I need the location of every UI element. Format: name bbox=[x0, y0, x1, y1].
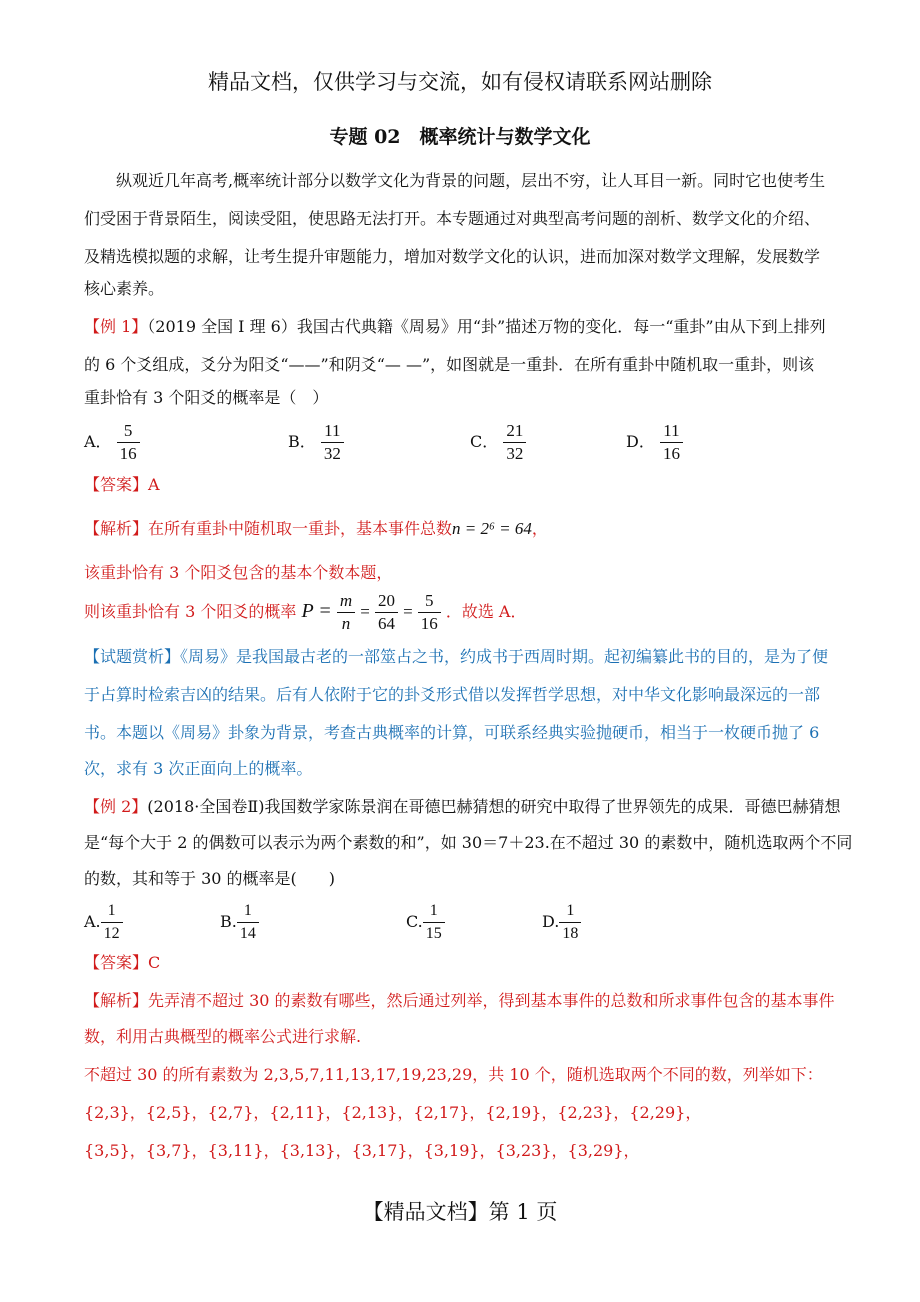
ex2-line-2: 是“每个大于 2 的偶数可以表示为两个素数的和”，如 30＝7＋23.在不超过 30 的素数中，随机选取两个不同 bbox=[84, 833, 853, 852]
ex1-appreciation-1: 【试题赏析】《周易》是我国最古老的一部筮占之书，约成书于西周时期。起初编纂此书的目的，是为了便 bbox=[84, 647, 829, 666]
option-label: D. bbox=[542, 912, 560, 931]
answer-value: C bbox=[148, 953, 161, 972]
ex2-analysis-5: {3,5}，{3,7}，{3,11}，{3,13}，{3,17}，{3,19}，{3,23}，{3,29}， bbox=[84, 1141, 640, 1160]
probability-formula: P = $\frac{m}{n}$ = $\frac{20}{64}$ = $\frac{5}{16}$ bbox=[301, 602, 445, 621]
option-label: C. bbox=[406, 912, 423, 931]
ex1-answer bbox=[84, 468, 160, 502]
option-label: A． bbox=[84, 432, 112, 451]
answer-tag: 【答案】 bbox=[84, 953, 149, 972]
ex1-option-a bbox=[84, 420, 140, 465]
option-label: C． bbox=[470, 432, 499, 451]
analysis-text: 在所有重卦中随机取一重卦，基本事件总数 bbox=[148, 519, 453, 538]
option-fraction: $\frac{1}{18}$ bbox=[559, 900, 581, 945]
ex2-option-c bbox=[406, 900, 445, 945]
analysis-text: 先弄清不超过 30 的素数有哪些，然后通过列举，得到基本事件的总数和所求事件包含的基本事件 bbox=[148, 991, 835, 1010]
ex2-text-1: (2018·全国卷Ⅱ)我国数学家陈景润在哥德巴赫猜想的研究中取得了世界领先的成果．哥德巴赫猜想 bbox=[147, 797, 841, 816]
option-fraction: $\frac{21}{32}$ bbox=[503, 420, 526, 465]
intro-line-2: 们受困于背景陌生，阅读受阻，使思路无法打开。本专题通过对典型高考问题的剖析、数学文化的介绍、 bbox=[84, 209, 821, 228]
option-fraction: $\frac{1}{12}$ bbox=[101, 900, 123, 945]
ex1-line-3: 重卦恰有 3 个阳爻的概率是（ ） bbox=[84, 388, 329, 407]
ex2-option-b bbox=[220, 900, 259, 945]
analysis-tag: 【解析】 bbox=[84, 519, 149, 538]
ex2-option-d bbox=[542, 900, 581, 945]
ex1-option-d bbox=[626, 420, 683, 465]
ex2-analysis-4: {2,3}，{2,5}，{2,7}，{2,11}，{2,13}，{2,17}，{2,19}，{2,23}，{2,29}， bbox=[84, 1103, 702, 1122]
formula-total: n = 2⁶ = 64 bbox=[452, 519, 532, 538]
ex1-tag: 【例 1】 bbox=[84, 317, 148, 336]
ex1-analysis-2: 该重卦恰有 3 个阳爻包含的基本个数本题， bbox=[84, 563, 393, 582]
option-label: B. bbox=[220, 912, 237, 931]
intro-line-3: 及精选模拟题的求解，让考生提升审题能力，增加对数学文化的认识，进而加深对数学文理解，发展数学 bbox=[84, 247, 821, 266]
page-footer: 【精品文档】第 1 页 bbox=[362, 1200, 558, 1224]
ex2-analysis-3: 不超过 30 的所有素数为 2,3,5,7,11,13,17,19,23,29，共 10 个，随机选取两个不同的数，列举如下： bbox=[84, 1065, 823, 1084]
ex1-appreciation-2: 于占算时检索吉凶的结果。后有人依附于它的卦爻形式借以发挥哲学思想，对中华文化影响最深远的一部 bbox=[84, 685, 821, 704]
ex1-text-1: （2019 全国 I 理 6）我国古代典籍《周易》用“卦”描述万物的变化．每一“重卦”由从下到上排列 bbox=[147, 317, 826, 336]
ex2-analysis-2: 数，利用古典概型的概率公式进行求解. bbox=[84, 1027, 362, 1046]
ex1-line-2: 的 6 个爻组成，爻分为阳爻“——”和阴爻“— —”，如图就是一重卦．在所有重卦中随机取一重卦，则该 bbox=[84, 355, 815, 374]
ex1-line-1 bbox=[84, 310, 826, 344]
ex2-option-a bbox=[84, 900, 123, 945]
answer-value: A bbox=[148, 475, 160, 494]
ex1-appreciation-4: 次，求有 3 次正面向上的概率。 bbox=[84, 759, 313, 778]
ex2-tag: 【例 2】 bbox=[84, 797, 148, 816]
page-title: 专题 02 概率统计与数学文化 bbox=[329, 126, 591, 148]
answer-tag: 【答案】 bbox=[84, 475, 149, 494]
ex1-analysis-1: 【解析】在所有重卦中随机取一重卦，基本事件总数n = 2⁶ = 64， bbox=[84, 519, 548, 538]
ex2-answer bbox=[84, 946, 160, 980]
option-fraction: $\frac{11}{32}$ bbox=[321, 420, 344, 465]
analysis-text: 则该重卦恰有 3 个阳爻的概率 bbox=[84, 602, 297, 621]
intro-line-1: 纵观近几年高考,概率统计部分以数学文化为背景的问题，层出不穷，让人耳目一新。同时它也使考生 bbox=[116, 171, 826, 190]
ex1-option-c bbox=[470, 420, 526, 465]
page-header: 精品文档，仅供学习与交流，如有侵权请联系网站删除 bbox=[208, 70, 712, 94]
ex2-line-3: 的数，其和等于 30 的概率是( ) bbox=[84, 869, 336, 888]
option-fraction: $\frac{1}{14}$ bbox=[237, 900, 259, 945]
option-fraction: $\frac{5}{16}$ bbox=[117, 420, 140, 465]
ex1-appreciation-3: 书。本题以《周易》卦象为背景，考查古典概率的计算，可联系经典实验抛硬币，相当于一枚硬币抛了 6 bbox=[84, 723, 820, 742]
option-fraction: $\frac{11}{16}$ bbox=[660, 420, 683, 465]
intro-line-4: 核心素养。 bbox=[84, 279, 165, 298]
analysis-tag: 【解析】 bbox=[84, 991, 149, 1010]
option-label: A. bbox=[84, 912, 101, 931]
ex1-option-b bbox=[288, 420, 344, 465]
option-fraction: $\frac{1}{15}$ bbox=[423, 900, 445, 945]
ex2-line-1 bbox=[84, 790, 840, 824]
option-label: D． bbox=[626, 432, 655, 451]
ex2-analysis-1 bbox=[84, 984, 835, 1018]
option-label: B． bbox=[288, 432, 316, 451]
ex1-analysis-3: 则该重卦恰有 3 个阳爻的概率 P = $\frac{m}{n}$ = $\frac{20}{64}$ = $\frac{5}{16}$ ．故选 A． bbox=[84, 591, 527, 633]
